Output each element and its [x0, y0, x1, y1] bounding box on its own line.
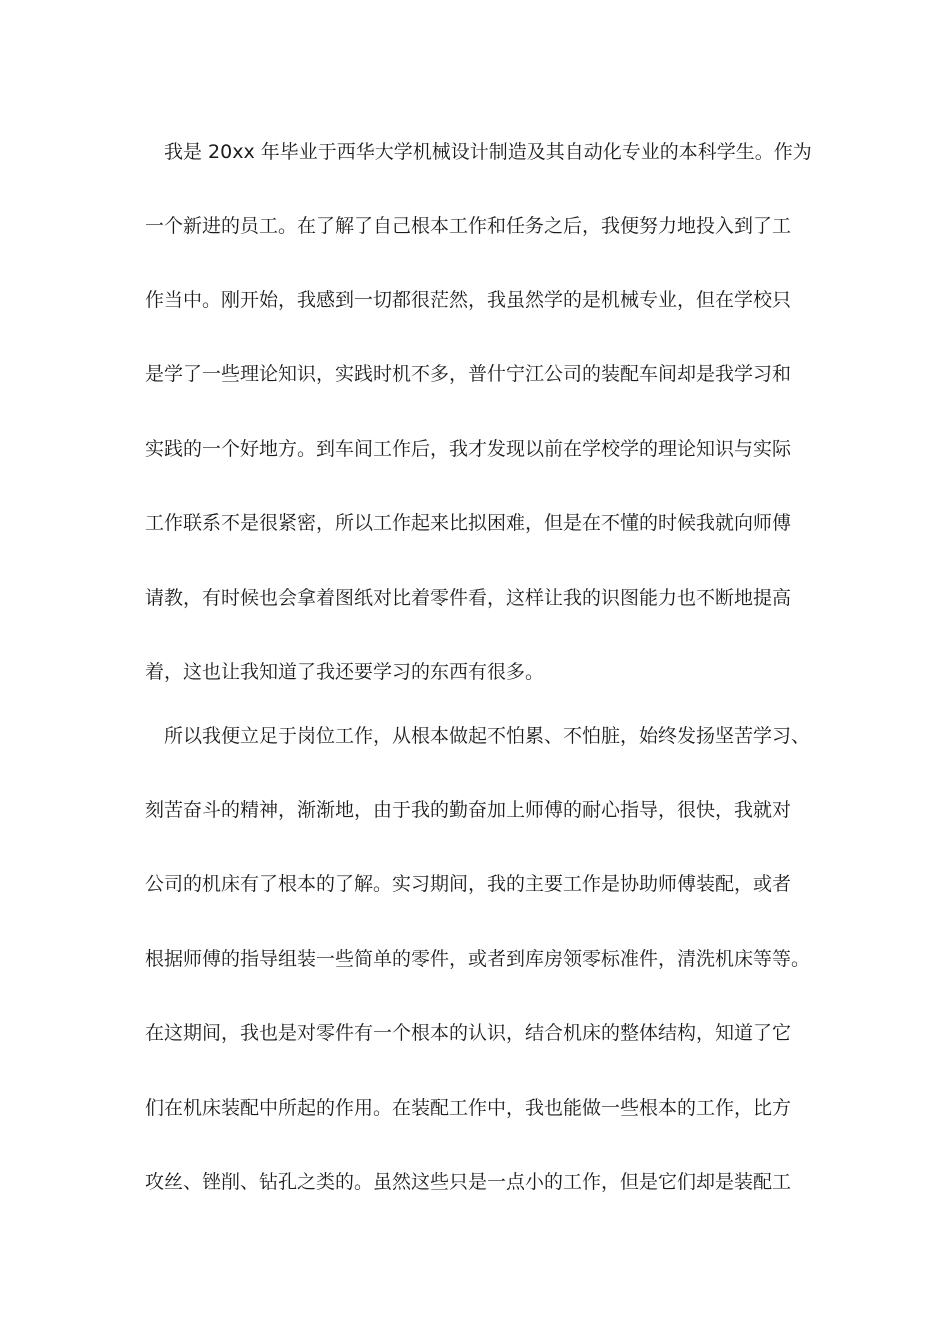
paragraph-1-line-6: 工作联系不是很紧密，所以工作起来比拟困难，但是在不懂的时候我就向师傅 — [145, 512, 792, 534]
paragraph-2-line-3: 公司的机床有了根本的了解。实习期间，我的主要工作是协助师傅装配，或者 — [145, 873, 792, 895]
paragraph-1-line-1: 我是 20xx 年毕业于西华大学机械设计制造及其自动化专业的本科学生。作为 — [164, 141, 812, 163]
paragraph-1-line-2: 一个新进的员工。在了解了自己根本工作和任务之后，我便努力地投入到了工 — [145, 215, 792, 237]
paragraph-2-line-5: 在这期间，我也是对零件有一个根本的认识，结合机床的整体结构，知道了它 — [145, 1022, 792, 1044]
paragraph-1-line-8: 着，这也让我知道了我还要学习的东西有很多。 — [145, 661, 545, 683]
paragraph-2-line-2: 刻苦奋斗的精神，渐渐地，由于我的勤奋加上师傅的耐心指导，很快，我就对 — [145, 799, 792, 821]
paragraph-1-line-4: 是学了一些理论知识，实践时机不多，普什宁江公司的装配车间却是我学习和 — [145, 363, 792, 385]
paragraph-2-line-7: 攻丝、锉削、钻孔之类的。虽然这些只是一点小的工作，但是它们却是装配工 — [145, 1171, 792, 1193]
paragraph-1-line-7: 请教，有时候也会拿着图纸对比着零件看，这样让我的识图能力也不断地提高 — [145, 587, 792, 609]
paragraph-2-line-1: 所以我便立足于岗位工作，从根本做起不怕累、不怕脏，始终发扬坚苦学习、 — [164, 725, 811, 747]
paragraph-2-line-4: 根据师傅的指导组装一些简单的零件，或者到库房领零标准件，清洗机床等等。 — [145, 948, 811, 970]
paragraph-1-line-3: 作当中。刚开始，我感到一切都很茫然，我虽然学的是机械专业，但在学校只 — [145, 289, 792, 311]
paragraph-1-line-5: 实践的一个好地方。到车间工作后，我才发现以前在学校学的理论知识与实际 — [145, 438, 792, 460]
paragraph-2-line-6: 们在机床装配中所起的作用。在装配工作中，我也能做一些根本的工作，比方 — [145, 1097, 792, 1119]
